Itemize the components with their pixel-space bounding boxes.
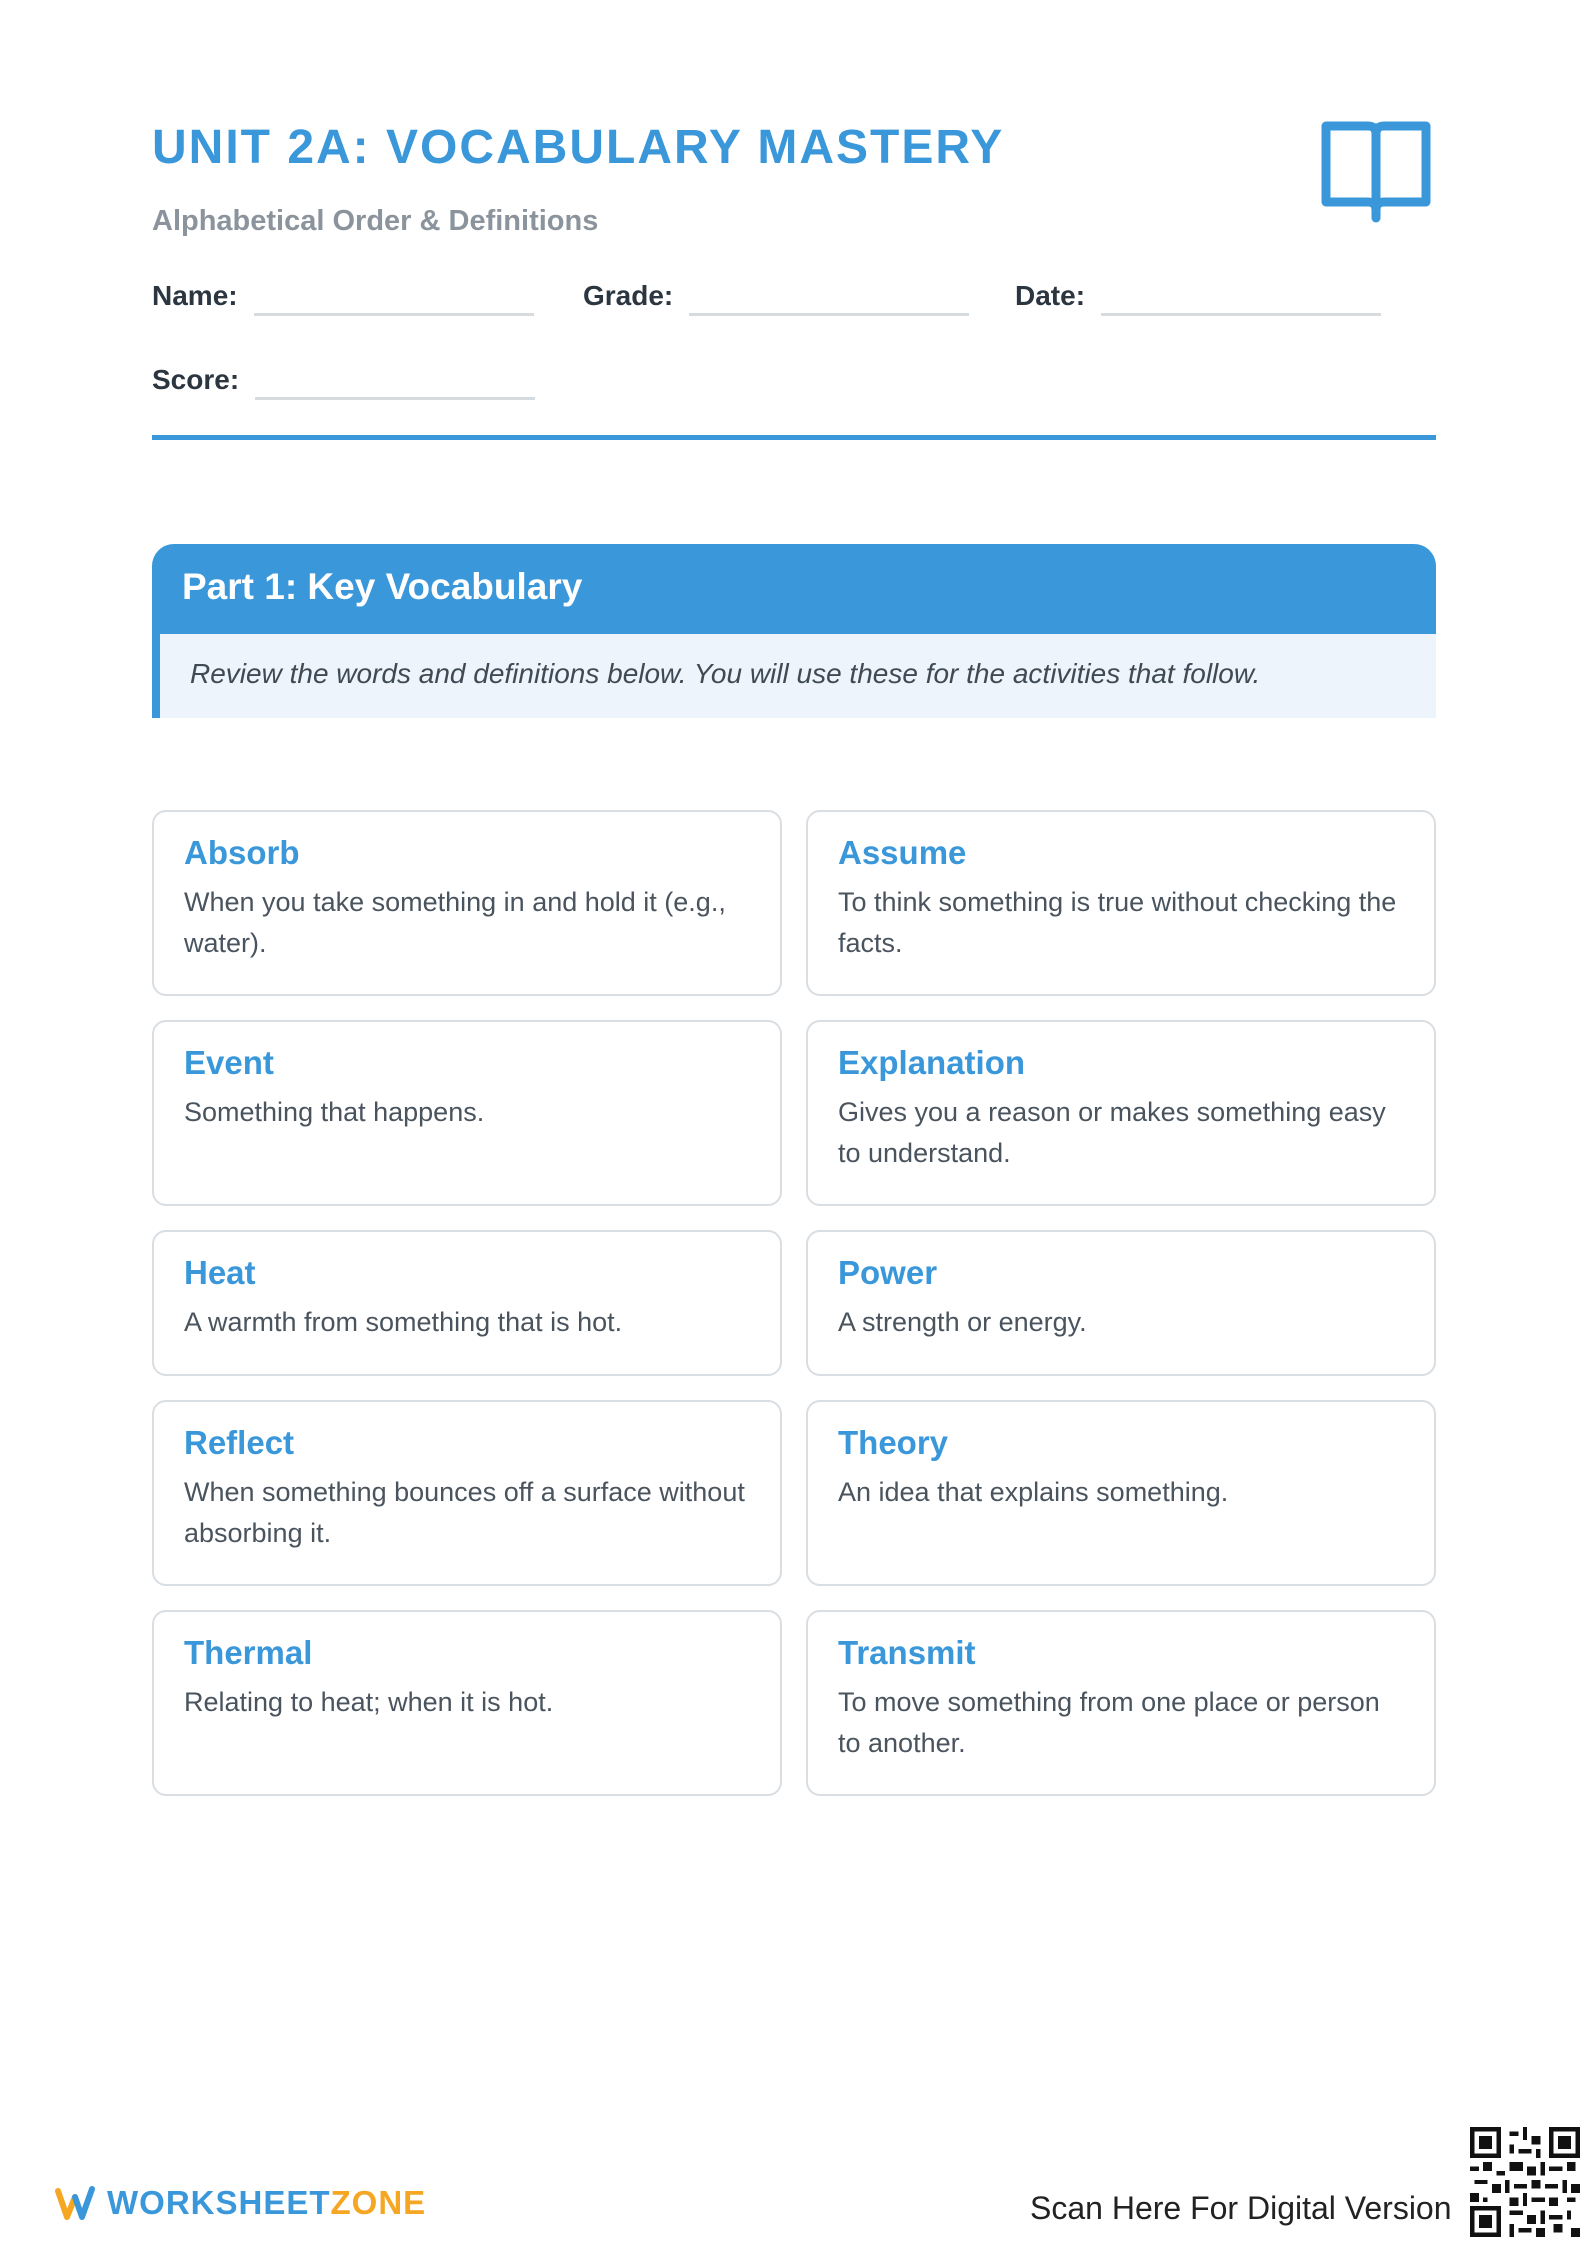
instructions-text: Review the words and definitions below. You will use these for the activities that follow.	[190, 658, 1261, 689]
vocab-card-transmit	[806, 1610, 1436, 1796]
vocab-word: Reflect	[184, 1424, 295, 1461]
date-field[interactable]	[1015, 280, 1381, 312]
worksheetzone-logo[interactable]	[55, 2183, 426, 2223]
grade-field[interactable]	[583, 280, 969, 312]
worksheet-subtitle: Alphabetical Order & Definitions	[152, 205, 599, 237]
vocab-card-absorb	[152, 810, 782, 996]
score-label: Score:	[152, 364, 240, 395]
scan-instruction: Scan Here For Digital Version	[1030, 2190, 1452, 2226]
grade-label: Grade:	[583, 280, 674, 311]
vocab-word: Power	[838, 1254, 938, 1291]
vocab-word: Explanation	[838, 1044, 1026, 1081]
vocab-definition: To move something from one place or person to another.	[838, 1687, 1380, 1758]
vocab-definition: Relating to heat; when it is hot.	[184, 1687, 554, 1717]
vocab-card-theory	[806, 1400, 1436, 1586]
logo-mark-icon	[55, 2183, 95, 2223]
score-field[interactable]	[152, 364, 535, 396]
vocab-card-reflect	[152, 1400, 782, 1586]
section-header	[152, 544, 1436, 634]
vocab-word: Heat	[184, 1254, 256, 1291]
vocab-definition: To think something is true without checking the facts.	[838, 887, 1397, 958]
vocab-definition: An idea that explains something.	[838, 1477, 1229, 1507]
vocab-card-heat	[152, 1230, 782, 1376]
vocab-card-power	[806, 1230, 1436, 1376]
vocab-definition: When you take something in and hold it (e.g., water).	[184, 887, 726, 958]
vocab-definition: When something bounces off a surface without absorbing it.	[184, 1477, 745, 1548]
section-instructions	[152, 634, 1436, 718]
vocab-word: Theory	[838, 1424, 949, 1461]
date-line[interactable]	[1101, 313, 1381, 316]
header-divider	[152, 435, 1436, 440]
vocab-word: Transmit	[838, 1634, 976, 1671]
date-label: Date:	[1015, 280, 1086, 311]
vocab-card-thermal	[152, 1610, 782, 1796]
open-book-icon	[1318, 118, 1434, 224]
vocab-card-assume	[806, 810, 1436, 996]
vocab-word: Thermal	[184, 1634, 313, 1671]
logo-text	[107, 2184, 426, 2222]
vocab-card-event	[152, 1020, 782, 1206]
vocab-definition: Something that happens.	[184, 1097, 485, 1127]
logo-text-part1: WORKSHEET	[107, 2184, 331, 2221]
vocab-definition: A strength or energy.	[838, 1307, 1087, 1337]
vocab-word: Absorb	[184, 834, 300, 871]
vocab-word: Assume	[838, 834, 967, 871]
score-line[interactable]	[255, 397, 535, 400]
worksheet-title: UNIT 2A: VOCABULARY MASTERY	[152, 121, 1005, 174]
name-line[interactable]	[254, 313, 534, 316]
section-title: Part 1: Key Vocabulary	[182, 566, 583, 607]
name-label: Name:	[152, 280, 238, 311]
vocab-card-explanation	[806, 1020, 1436, 1206]
name-field[interactable]	[152, 280, 534, 312]
qr-code-icon[interactable]	[1470, 2127, 1580, 2237]
logo-text-part2: ZONE	[330, 2184, 427, 2221]
vocab-word: Event	[184, 1044, 274, 1081]
grade-line[interactable]	[689, 313, 969, 316]
vocab-definition: A warmth from something that is hot.	[184, 1307, 623, 1337]
vocab-definition: Gives you a reason or makes something easy to understand.	[838, 1097, 1386, 1168]
